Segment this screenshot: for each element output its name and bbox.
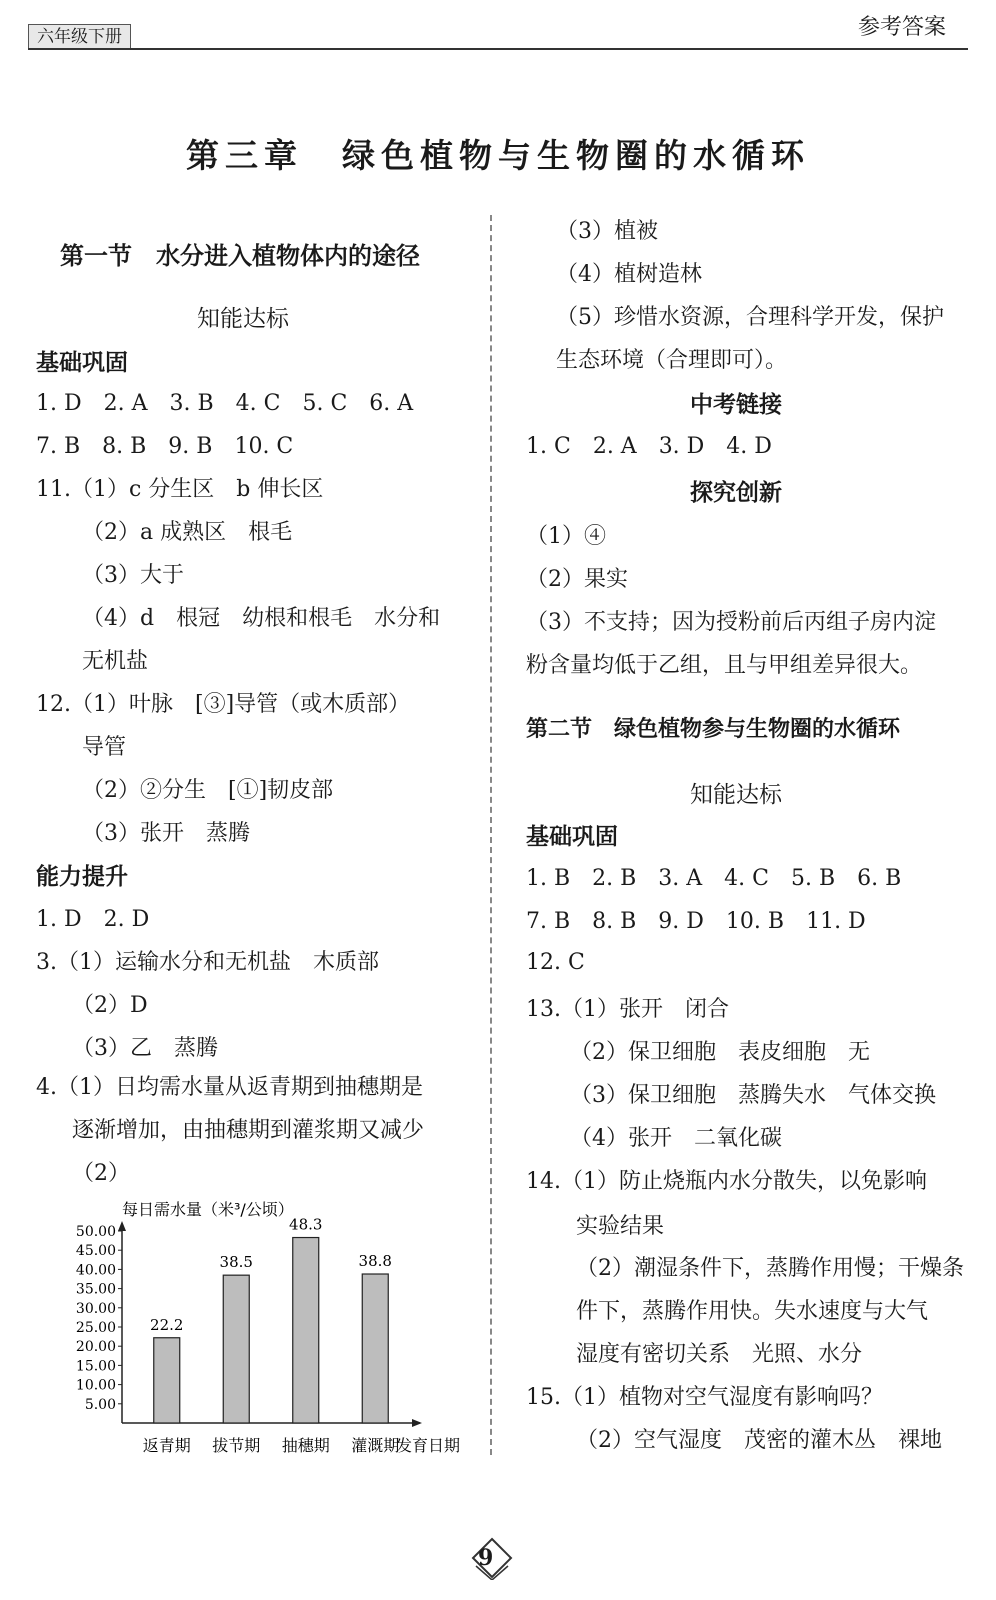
answer-line: （3）植被 (556, 219, 658, 244)
answer-line: 件下，蒸腾作用快。失水速度与大气 (576, 1299, 929, 1324)
header-answer-label: 参考答案 (857, 15, 946, 40)
chart-y-axis-label: 每日需水量（米³/公顷） (122, 1200, 294, 1219)
answer-line: （4）d 根冠 幼根和根毛 水分和 (82, 606, 441, 631)
chart-bar (154, 1338, 180, 1423)
answer-line: 4.（1）日均需水量从返青期到抽穗期是 (36, 1075, 423, 1100)
answer-line: 1. C 2. A 3. D 4. D (526, 434, 772, 459)
zhineng-heading-1: 知能达标 (197, 306, 289, 332)
chart-x-tick-label: 返青期 (142, 1436, 191, 1455)
chapter-title: 第三章 绿色植物与生物圈的水循环 (186, 136, 810, 175)
grade-tag: 六年级下册 (28, 24, 131, 50)
header-rule (28, 48, 968, 50)
answer-line: 14.（1）防止烧瓶内水分散失，以免影响 (526, 1169, 927, 1194)
answer-line: （1）④ (526, 524, 606, 549)
chart-y-ticks (76, 1224, 122, 1413)
answer-line: 实验结果 (576, 1214, 665, 1239)
answer-line: 12.（1）叶脉 [③]导管（或木质部） (36, 692, 411, 717)
answer-line: 1. D 2. D (36, 907, 150, 932)
chart-y-arrow (118, 1221, 126, 1231)
column-divider (490, 215, 492, 1455)
chart-bar (293, 1238, 319, 1423)
answer-line: 11.（1）c 分生区 b 伸长区 (36, 477, 324, 502)
answer-line: 13.（1）张开 闭合 (526, 997, 729, 1022)
answer-line: 7. B 8. B 9. B 10. C (36, 434, 294, 459)
chart-bars (150, 1216, 392, 1423)
chart-y-tick-label: 10.00 (75, 1377, 116, 1394)
section-title-2: 第二节 绿色植物参与生物圈的水循环 (526, 717, 901, 742)
answer-line: 7. B 8. B 9. D 10. B 11. D (526, 909, 866, 934)
chart-y-tick-label: 20.00 (75, 1339, 116, 1356)
zhineng-heading-2: 知能达标 (690, 782, 782, 808)
tanjiu-heading: 探究创新 (690, 480, 782, 506)
answer-line: 粉含量均低于乙组，且与甲组差异很大。 (526, 653, 923, 678)
answer-line: （3）张开 蒸腾 (82, 821, 250, 846)
chart-bar (223, 1275, 249, 1423)
answer-line: （2）保卫细胞 表皮细胞 无 (570, 1040, 870, 1065)
chart-y-tick-label: 25.00 (75, 1320, 116, 1336)
chart-y-tick-label: 15.00 (75, 1358, 116, 1375)
zhongkao-heading: 中考链接 (690, 392, 782, 418)
answer-line: 3.（1）运输水分和无机盐 木质部 (36, 950, 379, 975)
answer-line: （2）a 成熟区 根毛 (82, 520, 293, 545)
answer-line: （3）乙 蒸腾 (72, 1036, 218, 1061)
answer-line: 1. D 2. A 3. B 4. C 5. C 6. A (36, 391, 414, 416)
chart-y-tick-label: 50.00 (75, 1224, 116, 1240)
answer-line: 12. C (526, 950, 585, 975)
chart-y-tick-label: 40.00 (75, 1262, 116, 1279)
chart-x-tick-label: 灌溉期 (351, 1436, 400, 1455)
chart-bar-value-label: 38.8 (358, 1252, 392, 1271)
chart-bar-value-label: 48.3 (289, 1215, 323, 1234)
answer-line: 湿度有密切关系 光照、水分 (576, 1342, 863, 1367)
answer-line: 15.（1）植物对空气湿度有影响吗？ (526, 1385, 883, 1410)
answer-line: （2） (72, 1161, 130, 1186)
answer-line: （3）保卫细胞 蒸腾失水 气体交换 (570, 1083, 936, 1108)
chart-x-tick-label: 拔节期 (212, 1436, 261, 1455)
chart-x-axis-label: 发育日期 (396, 1436, 461, 1455)
chart-y-tick-label: 30.00 (75, 1300, 116, 1317)
chart-x-arrow (412, 1419, 422, 1427)
chart-bar-value-label: 22.2 (150, 1315, 184, 1334)
answer-line: （4）植树造林 (556, 262, 702, 287)
jichu-heading-1: 基础巩固 (36, 350, 128, 376)
answer-line: （3）不支持；因为授粉前后丙组子房内淀 (526, 610, 936, 635)
answer-line: （2）果实 (526, 567, 628, 592)
answer-line: 生态环境（合理即可）。 (556, 348, 788, 373)
chart-bar-value-label: 38.5 (219, 1253, 253, 1272)
answer-line: （3）大于 (82, 563, 184, 588)
answer-line: （2）D (72, 993, 148, 1018)
answer-line: （2）②分生 [①]韧皮部 (82, 778, 334, 803)
chart-y-tick-label: 35.00 (75, 1281, 116, 1298)
page-number: 9 (478, 1545, 494, 1571)
answer-line: 无机盐 (82, 649, 149, 674)
nengli-heading: 能力提升 (36, 864, 128, 890)
answer-line: （2）空气湿度 茂密的灌木丛 裸地 (576, 1428, 942, 1453)
water-demand-chart (60, 1195, 480, 1465)
answer-line: （4）张开 二氧化碳 (570, 1126, 782, 1151)
chart-bar (362, 1274, 388, 1423)
jichu-heading-2: 基础巩固 (526, 824, 618, 850)
answer-line: （2）潮湿条件下，蒸腾作用慢；干燥条 (576, 1256, 964, 1281)
answer-line: 逐渐增加，由抽穗期到灌浆期又减少 (72, 1118, 425, 1143)
answer-line: 导管 (82, 735, 127, 760)
chart-x-labels (143, 1436, 400, 1455)
answer-line: （5）珍惜水资源，合理科学开发，保护 (556, 305, 944, 330)
chart-y-tick-label: 45.00 (75, 1243, 116, 1260)
chart-x-tick-label: 抽穗期 (281, 1436, 330, 1455)
chart-y-tick-label: 5.00 (84, 1396, 116, 1413)
answer-line: 1. B 2. B 3. A 4. C 5. B 6. B (526, 866, 902, 891)
section-title-1: 第一节 水分进入植物体内的途径 (60, 242, 420, 270)
